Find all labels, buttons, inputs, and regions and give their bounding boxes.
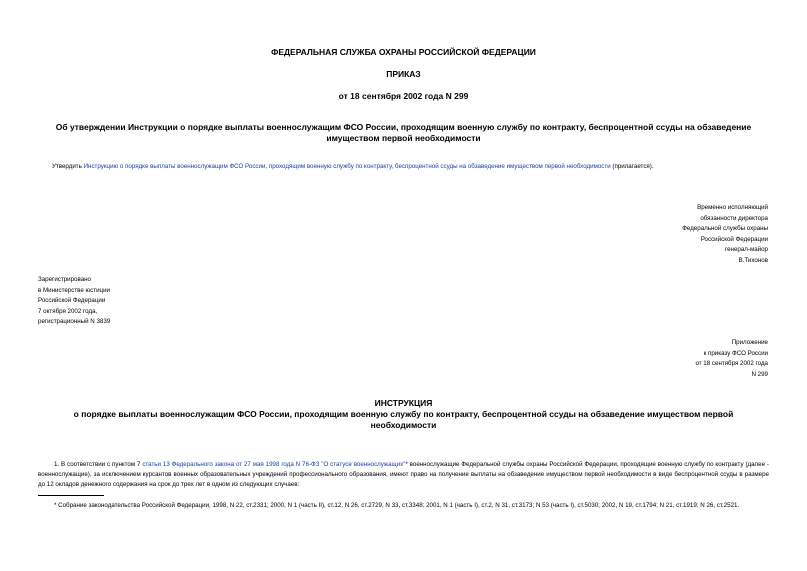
approve-paragraph	[52, 163, 772, 170]
instruction-link[interactable]: Инструкцию о порядке выплаты военнослужащим ФСО России, проходящим военную службу по контракту, беспроцентной ссуды на обзаведение имуществом первой необходимости	[83, 163, 611, 170]
signature-line: Временно исполняющий	[697, 204, 768, 211]
instruction-title: ИНСТРУКЦИЯ	[374, 398, 433, 408]
registration-line: Российской Федерации	[38, 297, 106, 305]
paragraph-1-prefix: 1. В соответствии с пунктом 7	[54, 461, 143, 468]
signature-line: Федеральной службы охраны	[682, 225, 768, 233]
registration-line: 7 октября 2002 года,	[38, 307, 98, 315]
registration-block	[38, 275, 238, 328]
annex-line: к приказу ФСО России	[703, 349, 768, 357]
approve-suffix: (прилагается).	[610, 163, 654, 170]
footnote-divider	[38, 495, 104, 496]
order-label: ПРИКАЗ	[386, 69, 421, 79]
registration-number: регистрационный N 3839	[38, 318, 111, 326]
signature-line: Российской Федерации	[700, 235, 768, 243]
signer-name: В.Тихонов	[738, 256, 768, 264]
annex-block	[588, 338, 768, 380]
paragraph-1-text: военнослужащие Федеральной службы охраны Российской Федерации, проходящие военную службу по контракту (далее - военнослужащие), за исключением курсантов военных образовательных учреждений профессионального образования, имеют право на получение выплаты на обзаведение имуществом первой необходимости в виде беспроцентной ссуды в размере до 12 окладов денежного содержания на срок до трех лет в одном из следующих случаев:	[38, 461, 769, 488]
approve-prefix: Утвердить	[52, 163, 84, 170]
annex-line: Приложение	[731, 339, 768, 346]
signature-block	[588, 203, 768, 267]
order-date: от 18 сентября 2002 года N 299	[338, 91, 469, 101]
instruction-subtitle: о порядке выплаты военнослужащим ФСО России, проходящим военную службу по контракту, беспроцентной ссуды на обзаведение имуществом первой необходимости	[73, 409, 734, 430]
annex-line: N 299	[751, 370, 768, 378]
signature-line: генерал-майор	[724, 246, 768, 254]
document-title: Об утверждении Инструкции о порядке выплаты военнослужащим ФСО России, проходящим военную службу по контракту, беспроцентной ссуды на обзаведение имуществом первой необходимости	[55, 122, 752, 143]
footnote-marker: *	[405, 461, 408, 468]
law-article-link[interactable]: статьи 13 Федерального закона от 27 мая 1998 года N 76-ФЗ "О статусе военнослужащих"	[142, 461, 406, 468]
signature-line: обязанности директора	[700, 214, 768, 222]
annex-line: от 18 сентября 2002 года	[695, 360, 768, 368]
registration-line: в Министерстве юстиции	[38, 286, 111, 294]
footnote: * Собрание законодательства Российской Федерации, 1998, N 22, ст.2331; 2000, N 1 (часть II), ст.12, N 26, ст.2729, N 33, ст.3348; 2001, N 1 (часть I), ст.2, N 31, ст.3173; N 53 (часть I), ст.5030; 2002, N 19, ст.1794; N 21, ст.1919; N 26, ст.2521.	[54, 502, 740, 509]
paragraph-1	[38, 460, 769, 490]
agency-heading: ФЕДЕРАЛЬНАЯ СЛУЖБА ОХРАНЫ РОССИЙСКОЙ ФЕДЕРАЦИИ	[271, 47, 536, 57]
registration-line: Зарегистрировано	[38, 276, 91, 283]
